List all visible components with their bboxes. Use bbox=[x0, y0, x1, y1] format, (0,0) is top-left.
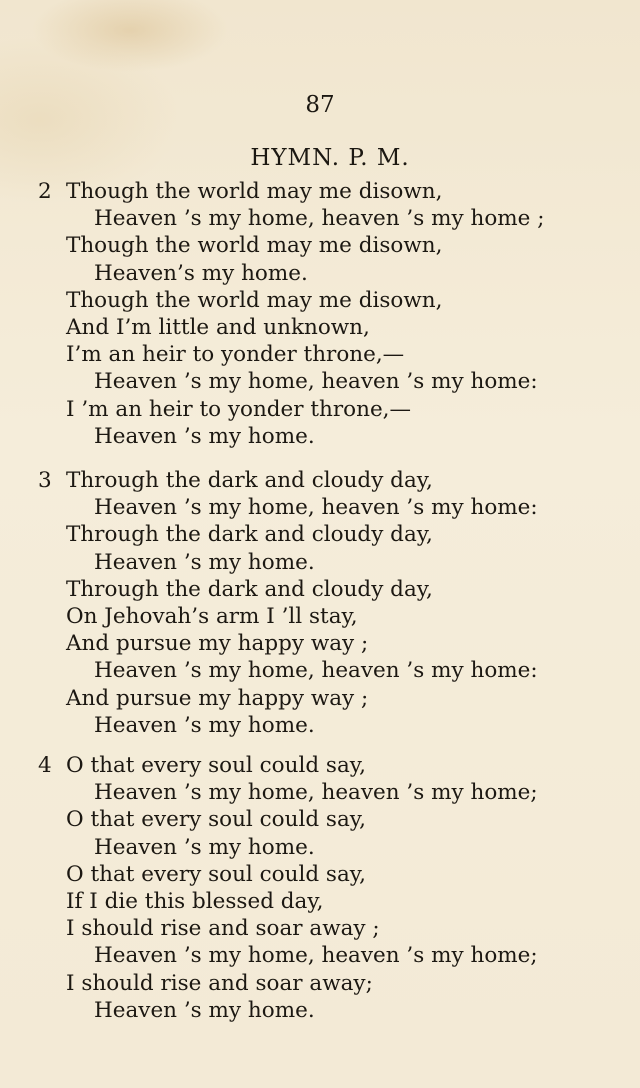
verse-line bbox=[38, 368, 633, 395]
verse-line-text: Heaven ’s my home, heaven ’s my home; bbox=[94, 780, 538, 806]
stanza-3 bbox=[38, 467, 633, 739]
verse-line bbox=[38, 861, 633, 888]
verse-line-text: O that every soul could say, bbox=[66, 807, 366, 833]
stanza-4 bbox=[38, 752, 633, 1024]
verse-line-text: Heaven ’s my home. bbox=[94, 712, 315, 738]
verse-line-text: And pursue my happy way ; bbox=[66, 685, 369, 711]
verse-line-text: O that every soul could say, bbox=[66, 753, 366, 778]
verse-line-text: Heaven ’s my home, heaven ’s my home; bbox=[94, 943, 538, 969]
verse-line-text: Heaven ’s my home, heaven ’s my home: bbox=[94, 658, 538, 684]
verse-line bbox=[38, 494, 633, 521]
page-number: 87 bbox=[305, 92, 335, 118]
verse-line bbox=[38, 834, 633, 861]
verse-line-text: If I die this blessed day, bbox=[66, 888, 324, 914]
stanza-number: 4 bbox=[38, 753, 52, 778]
verse-line-text: Heaven ’s my home. bbox=[94, 549, 315, 575]
verse-line bbox=[38, 997, 633, 1024]
verse-line-text: Through the dark and cloudy day, bbox=[66, 576, 433, 602]
verse-line bbox=[38, 888, 633, 915]
verse-line bbox=[38, 806, 633, 833]
verse-line-text: On Jehovah’s arm I ’ll stay, bbox=[66, 603, 358, 629]
verse-line-text: Heaven ’s my home, heaven ’s my home ; bbox=[94, 206, 545, 232]
verse-line bbox=[38, 467, 633, 494]
verse-line-text: Through the dark and cloudy day, bbox=[66, 468, 433, 493]
verse-line bbox=[38, 232, 633, 259]
verse-line-text: Heaven’s my home. bbox=[94, 260, 308, 286]
verse-line bbox=[38, 685, 633, 712]
verse-line bbox=[38, 178, 633, 205]
verse-line bbox=[38, 970, 633, 997]
verse-line bbox=[38, 549, 633, 576]
verse-line bbox=[38, 341, 633, 368]
verse-line-text: Though the world may me disown, bbox=[66, 233, 443, 259]
verse-line-text: And I’m little and unknown, bbox=[66, 314, 370, 340]
verse-line-text: O that every soul could say, bbox=[66, 861, 366, 887]
verse-line bbox=[38, 752, 633, 779]
stanza-number: 2 bbox=[38, 179, 52, 204]
verse-line-text: Heaven ’s my home. bbox=[94, 997, 315, 1023]
verse-line bbox=[38, 915, 633, 942]
verse-line-text: Heaven ’s my home. bbox=[94, 423, 315, 449]
verse-line bbox=[38, 712, 633, 739]
verse-line bbox=[38, 314, 633, 341]
verse-line bbox=[38, 657, 633, 684]
verse-line-text: Though the world may me disown, bbox=[66, 179, 443, 204]
verse-line-text: I ’m an heir to yonder throne,— bbox=[66, 396, 412, 422]
verse-line-text: Heaven ’s my home, heaven ’s my home: bbox=[94, 369, 538, 395]
verse-line bbox=[38, 396, 633, 423]
verse-line-text: Though the world may me disown, bbox=[66, 287, 443, 313]
hymn-title: HYMN. P. M. bbox=[250, 145, 410, 171]
verse-line bbox=[38, 260, 633, 287]
verse-line bbox=[38, 287, 633, 314]
verse-line bbox=[38, 521, 633, 548]
verse-line-text: I should rise and soar away ; bbox=[66, 916, 380, 942]
verse-line-text: Heaven ’s my home. bbox=[94, 834, 315, 860]
verse-line bbox=[38, 423, 633, 450]
stanza-2 bbox=[38, 178, 633, 450]
verse-line-text: I’m an heir to yonder throne,— bbox=[66, 342, 405, 368]
verse-line bbox=[38, 630, 633, 657]
verse-line bbox=[38, 603, 633, 630]
verse-line-text: And pursue my happy way ; bbox=[66, 631, 369, 657]
stanza-number: 3 bbox=[38, 468, 52, 493]
verse-line-text: Through the dark and cloudy day, bbox=[66, 522, 433, 548]
verse-line bbox=[38, 942, 633, 969]
verse-line-text: Heaven ’s my home, heaven ’s my home: bbox=[94, 495, 538, 521]
verse-line bbox=[38, 576, 633, 603]
verse-line bbox=[38, 205, 633, 232]
verse-line-text: I should rise and soar away; bbox=[66, 970, 373, 996]
verse-line bbox=[38, 779, 633, 806]
